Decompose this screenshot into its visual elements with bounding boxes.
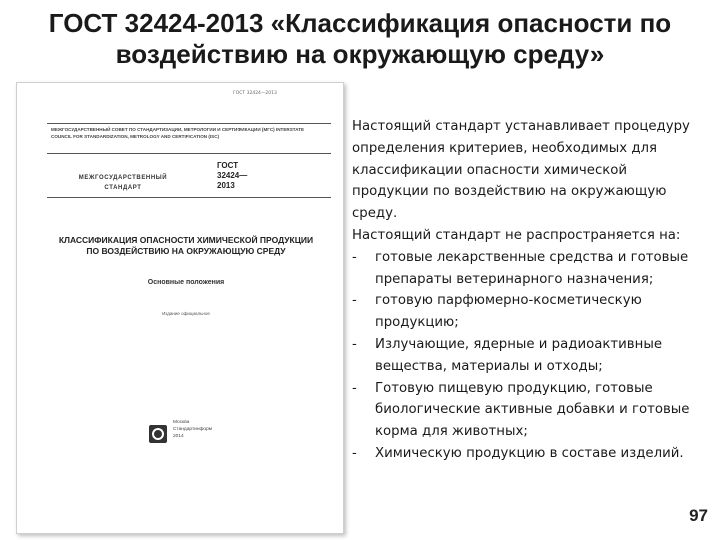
publisher-line: 2014 — [173, 434, 184, 439]
list-item: - готовые лекарственные средства и готовые препараты ветеринарного назначения; — [352, 247, 702, 291]
paragraph: Настоящий стандарт устанавливает процедуру определения критериев, необходимых для классификации опасности химической продукции по воздействию на окружающую среду. — [352, 119, 690, 222]
divider — [47, 197, 331, 198]
document-standard-kind: МЕЖГОСУДАРСТВЕННЫЙ СТАНДАРТ — [78, 175, 168, 191]
document-subheading: Основные положения — [147, 279, 225, 286]
page-number: 97 — [689, 506, 708, 525]
list-item: - Готовую пищевую продукцию, готовые биологические активные добавки и готовые корма для животных; — [352, 378, 702, 443]
code-line: 2013 — [217, 181, 235, 190]
document-edition: Издание официальное — [162, 311, 210, 316]
list-item: - готовую парфюмерно-косметическую продукцию; — [352, 290, 702, 334]
paragraph: Настоящий стандарт не распространяется на: — [352, 227, 681, 243]
description-text — [352, 116, 702, 465]
publisher-line: Стандартинформ — [173, 427, 213, 432]
document-publisher — [173, 419, 212, 440]
document-standard-code — [217, 161, 247, 191]
document-header-line: ГОСТ 32424—2013 — [233, 91, 277, 96]
slide-title: ГОСТ 32424-2013 «Классификация опасности по воздействию на окружающую среду» — [48, 8, 672, 69]
list-item: - Излучающие, ядерные и радиоактивные вещества, материалы и отходы; — [352, 334, 702, 378]
exclusions-list — [352, 247, 702, 465]
publisher-logo-icon — [149, 425, 167, 443]
document-cover-image — [16, 82, 344, 534]
publisher-line: Москва — [173, 420, 190, 425]
code-line: ГОСТ — [217, 161, 239, 170]
document-heading: КЛАССИФИКАЦИЯ ОПАСНОСТИ ХИМИЧЕСКОЙ ПРОДУКЦИИ ПО ВОЗДЕЙСТВИЮ НА ОКРУЖАЮЩУЮ СРЕДУ — [58, 235, 314, 256]
divider — [47, 123, 331, 124]
divider — [47, 153, 331, 154]
code-line: 32424— — [217, 171, 248, 180]
document-organization: МЕЖГОСУДАРСТВЕННЫЙ СОВЕТ ПО СТАНДАРТИЗАЦИИ, МЕТРОЛОГИИ И СЕРТИФИКАЦИИ (МГС) INTERSTATE COUNCIL FOR STANDARDIZATION, METROLOGY AND CERTIFICATION (ISC) — [51, 127, 305, 139]
list-item: - Химическую продукцию в составе изделий. — [352, 443, 702, 465]
